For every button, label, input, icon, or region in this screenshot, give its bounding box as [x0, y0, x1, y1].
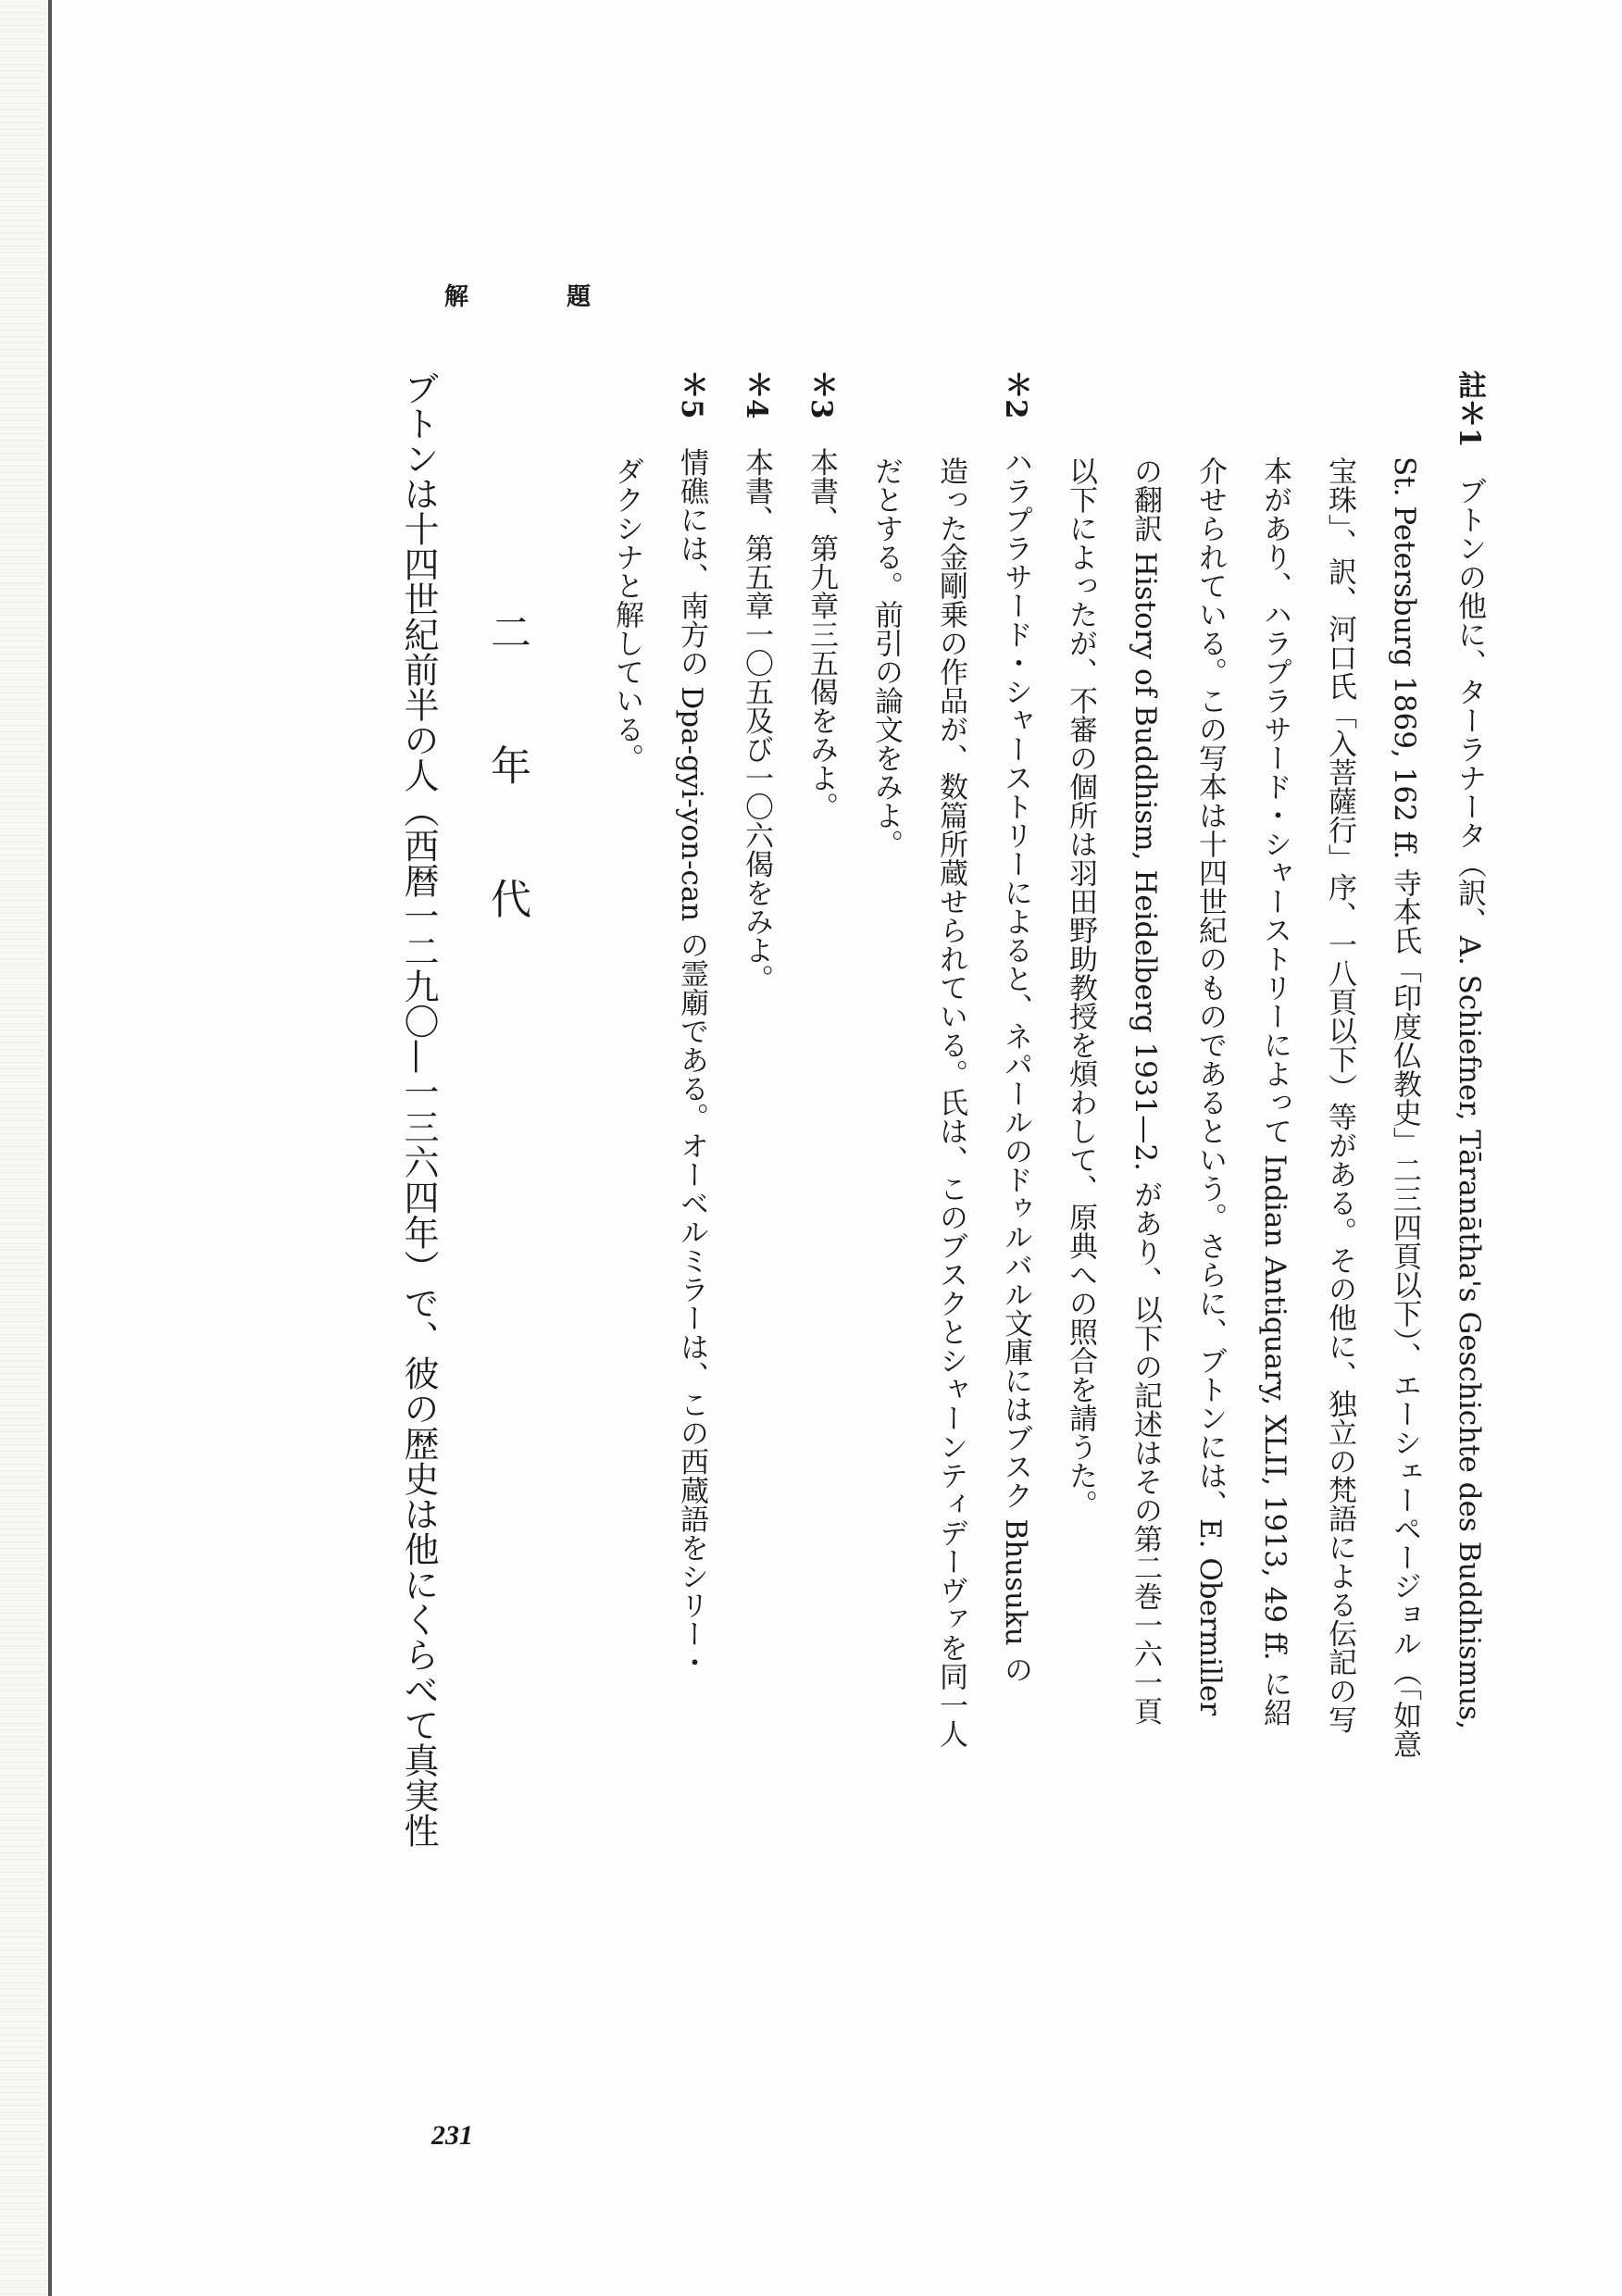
section-title: 二年代 [483, 611, 530, 1011]
note-text: ダクシナと解している。 [610, 456, 643, 772]
running-head [444, 278, 593, 312]
note-text: 造った金剛乗の作品が、数篇所蔵せられている。氏は、このブスクとシャーンティデーヴァを同一人 [934, 456, 967, 1748]
note-text: だとする。前引の論文をみよ。 [869, 456, 903, 858]
note-line [854, 370, 918, 2065]
binding-shadow [0, 0, 48, 2296]
note-line [659, 370, 724, 2065]
note-line [1372, 370, 1437, 2065]
note-line [1242, 370, 1307, 2065]
note-line [594, 370, 659, 2065]
note-text: の翻訳 History of Buddhism, Heidelberg 1931—2. があり、以下の記述はその第二巻一六一頁 [1129, 456, 1162, 1726]
section-spacer [557, 370, 594, 2065]
note-line [789, 370, 854, 2065]
note-label: ＊4 [740, 370, 773, 419]
page-number: 231 [431, 2120, 473, 2151]
note-line [1048, 370, 1113, 2065]
note-label: ＊2 [999, 370, 1032, 419]
note-line [1178, 370, 1242, 2065]
note-line [1437, 370, 1502, 2065]
body-line: ブトンは十四世紀前半の人（西暦一二九〇—一三六四年）で、彼の歴史は他にくらべて真実性 [398, 370, 439, 1848]
note-line [724, 370, 789, 2065]
note-text: 本があり、ハラプラサード・シャーストリーによって Indian Antiquary, XLII, 1913, 49 ff. に紹 [1258, 456, 1291, 1728]
note-text: 以下によったが、不審の個所は羽田野助教授を煩わして、原典への照合を請うた。 [1064, 456, 1097, 1518]
note-label: ＊5 [675, 370, 708, 419]
note-text: 本書、第五章一〇五及び一〇六偈をみよ。 [740, 447, 773, 993]
running-head-right: 題 [566, 283, 593, 311]
note-line [1307, 370, 1372, 2065]
note-line [983, 370, 1048, 2065]
note-text: 介せられている。この写本は十四世紀のものであるという。さらに、ブトンには、E. Obermiller [1193, 456, 1227, 1716]
vertical-text-block [381, 370, 1502, 2065]
note-label: ＊3 [805, 370, 838, 419]
note-text: St. Petersburg 1869, 162 ff. 寺本氏「印度仏教史」二三四頁以下）、エーシェーページョル（「如意 [1388, 456, 1421, 1759]
binding-edge [48, 0, 52, 2296]
running-head-left: 解 [444, 283, 471, 311]
note-text: ブトンの他に、ターラナータ（訳、A. Schiefner, Tāranātha's Geschichte des Buddhismus, [1453, 476, 1486, 1730]
note-text: 情礁には、南方の Dpa-gyi-yon-can の霊廟である。オーベルミラーは、この西蔵語をシリー・ [675, 447, 708, 1678]
note-line [1113, 370, 1178, 2065]
note-text: 宝珠」、訳、河口氏「入菩薩行」序、一八頁以下）等がある。その他に、独立の梵語による伝記の写 [1323, 456, 1356, 1734]
note-text: ハラプラサード・シャーストリーによると、ネパールのドゥルバル文庫にはブスク Bhusuku の [999, 447, 1032, 1684]
note-text: 本書、第九章三五偈をみよ。 [805, 447, 838, 821]
note-label: 註＊1 [1453, 370, 1486, 448]
note-line [918, 370, 983, 2065]
